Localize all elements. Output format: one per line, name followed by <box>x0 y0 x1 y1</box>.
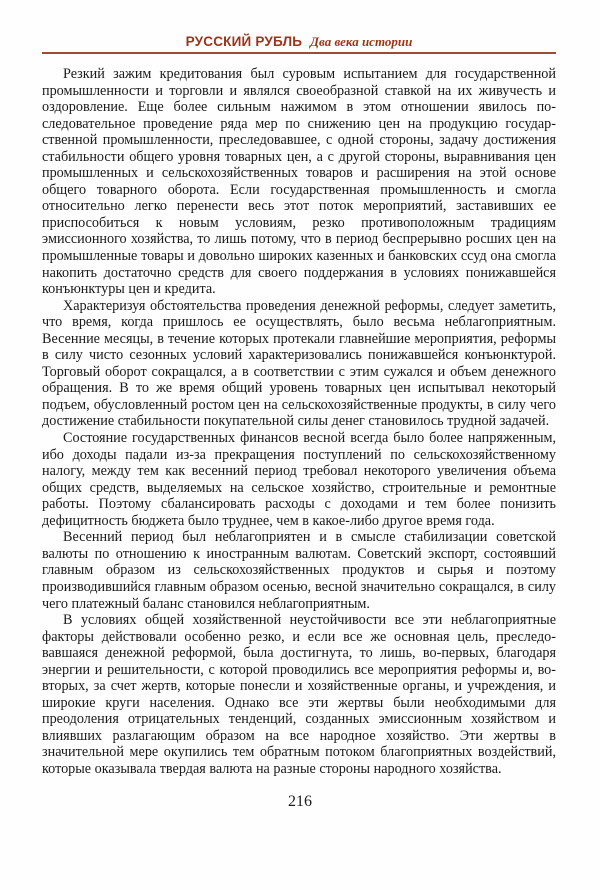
book-subtitle: Два века истории <box>310 34 413 49</box>
running-header <box>42 33 556 53</box>
book-title: РУССКИЙ РУБЛЬ <box>185 34 303 49</box>
header-rule <box>42 52 556 54</box>
paragraph: Резкий зажим кредитования был суровым испытанием для государственной промышленности и торговли и являлся своеобразной ставкой на их живучесть и оздоровление. Еще более сильным нажимом в этом отношении явилось последовательное проведение ряда мер по снижению цен на продукцию государственной промышленности, преследовавшее, с одной стороны, задачу достижения стабильности общего уровня товарных цен, а с другой стороны, выравнивания цен промышленных и сельскохозяйственных товаров и расширения на этой основе общего товарного оборота. Если государственная промышленность и смогла относительно легко перенести весь этот поток мероприятий, заставивших ее приспособиться к новым условиям, резко противоположным традициям эмиссионного хозяйства, то лишь потому, что в период беспрерывно росших цен на промышленные товары и довольно широких казенных и банковских ссуд она смогла накопить достаточно средств для своего поддержания в условиях понижавшейся конъюнктуры цен и кредита. <box>42 66 556 298</box>
paragraph: Характеризуя обстоятельства проведения денежной реформы, следует заметить, что время, когда пришлось ее осуществлять, было весьма неблагоприятным. Весенние месяцы, в течение которых протекали главнейшие мероприятия, реформы в силу чисто сезонных условий характеризовались понижавшейся конъюнктурой. Торговый оборот сокращался, а в соответствии с этим сужался и объем денежного обращения. В то же время общий уровень товарных цен испытывал некоторый подъем, обусловленный ростом цен на сельскохозяйственные продукты, в силу чего достижение стабильности покупательной силы денег становилось трудной задачей. <box>42 297 556 430</box>
paragraph: Весенний период был неблагоприятен и в смысле стабилизации советской валюты по отношению к иностранным валютам. Советский экспорт, состоявший главным образом из сельскохозяйственных продуктов и сырья и поэтому производившийся главным образом осенью, весной значительно сокращался, в силу чего платежный баланс становился неблагоприятным. <box>42 529 556 612</box>
body-text <box>42 66 556 778</box>
paragraph: В условиях общей хозяйственной неустойчивости все эти неблагоприятные факторы действовали особенно резко, и если все же основная цель, преследовавшаяся денежной реформой, была достигнута, то лишь, во-первых, благодаря энергии и решительности, с которой проводились все мероприятия реформы и, во-вторых, за счет жертв, которые понесли и хозяйственные органы, и учреждения, и широкие круги населения. Однако все эти жертвы были необходимыми для преодоления отрицательных тенденций, созданных эмиссионным хозяйством и влиявших разлагающим образом на все народное хозяйство. Эти жертвы в значительной мере окупились тем обратным потоком благоприятных воздействий, которые оказывала твердая валюта на разные стороны народного хозяйства. <box>42 612 556 777</box>
paragraph: Состояние государственных финансов весной всегда было более напряженным, ибо доходы падали из-за прекращения поступлений по сельскохозяйственному налогу, между тем как весенний период требовал некоторого увеличения объема общих средств, выделяемых на сельское хозяйство, строительные и ремонтные работы. Поэтому сбалансировать расходы с доходами и тем более понизить дефицитность бюджета было труднее, чем в какое-либо другое время года. <box>42 430 556 529</box>
page-number: 216 <box>288 793 312 810</box>
